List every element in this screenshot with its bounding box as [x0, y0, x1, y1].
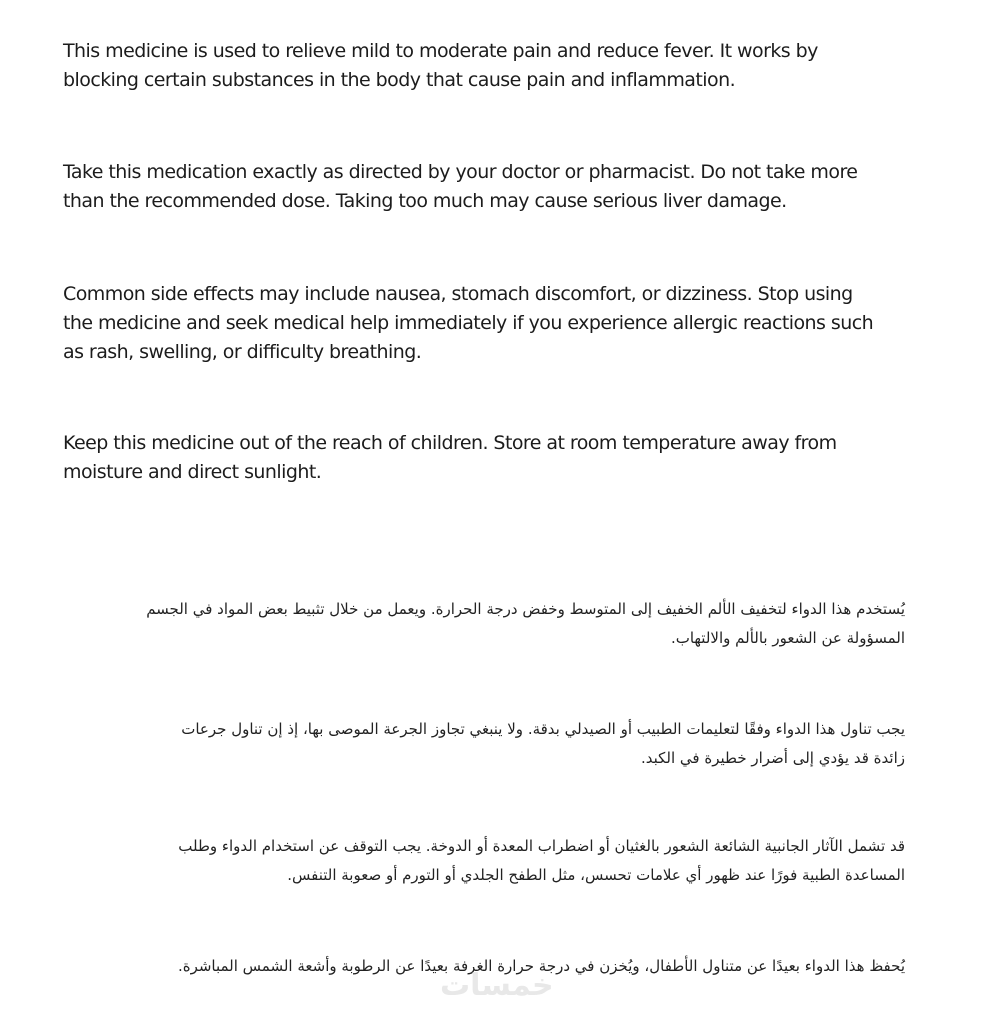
english-paragraph-dosage — [63, 158, 923, 216]
arabic-paragraph-dosage — [65, 715, 905, 773]
text-line: than the recommended dose. Taking too much may cause serious liver damage. — [63, 190, 787, 212]
text-line: زائدة قد يؤدي إلى أضرار خطيرة في الكبد. — [640, 749, 905, 767]
text-line: المساعدة الطبية فورًا عند ظهور أي علامات تحسس، مثل الطفح الجلدي أو التورم أو صعوبة التنفس. — [287, 866, 905, 884]
text-line: Common side effects may include nausea, stomach discomfort, or dizziness. Stop using — [63, 283, 853, 305]
text-line: the medicine and seek medical help immediately if you experience allergic reactions such — [63, 312, 874, 334]
text-line: This medicine is used to relieve mild to moderate pain and reduce fever. It works by — [63, 40, 818, 62]
text-line: المسؤولة عن الشعور بالألم والالتهاب. — [670, 629, 905, 647]
english-paragraph-usage — [63, 37, 923, 95]
text-line: moisture and direct sunlight. — [63, 461, 322, 483]
text-line: blocking certain substances in the body that cause pain and inflammation. — [63, 69, 736, 91]
text-line: Keep this medicine out of the reach of children. Store at room temperature away from — [63, 432, 837, 454]
watermark-logo: خمسات — [440, 968, 554, 1003]
text-line: as rash, swelling, or difficulty breathing. — [63, 341, 422, 363]
text-line: يجب تناول هذا الدواء وفقًا لتعليمات الطبيب أو الصيدلي بدقة. ولا ينبغي تجاوز الجرعة الموصى بها، إذ إن تناول جرعات — [181, 720, 905, 738]
arabic-paragraph-storage — [65, 952, 905, 981]
arabic-paragraph-side-effects — [65, 832, 905, 890]
english-paragraph-storage — [63, 429, 923, 487]
text-line: يُستخدم هذا الدواء لتخفيف الألم الخفيف إلى المتوسط وخفض درجة الحرارة. ويعمل من خلال تثبيط بعض المواد في الجسم — [146, 600, 905, 618]
english-paragraph-side-effects — [63, 280, 923, 367]
text-line: يُحفظ هذا الدواء بعيدًا عن متناول الأطفال، ويُخزن في درجة حرارة الغرفة بعيدًا عن الرطوبة وأشعة الشمس المباشرة. — [177, 957, 905, 975]
arabic-paragraph-usage — [65, 595, 905, 653]
text-line: قد تشمل الآثار الجانبية الشائعة الشعور بالغثيان أو اضطراب المعدة أو الدوخة. يجب التوقف عن استخدام الدواء وطلب — [178, 837, 905, 855]
text-line: Take this medication exactly as directed by your doctor or pharmacist. Do not take more — [63, 161, 858, 183]
